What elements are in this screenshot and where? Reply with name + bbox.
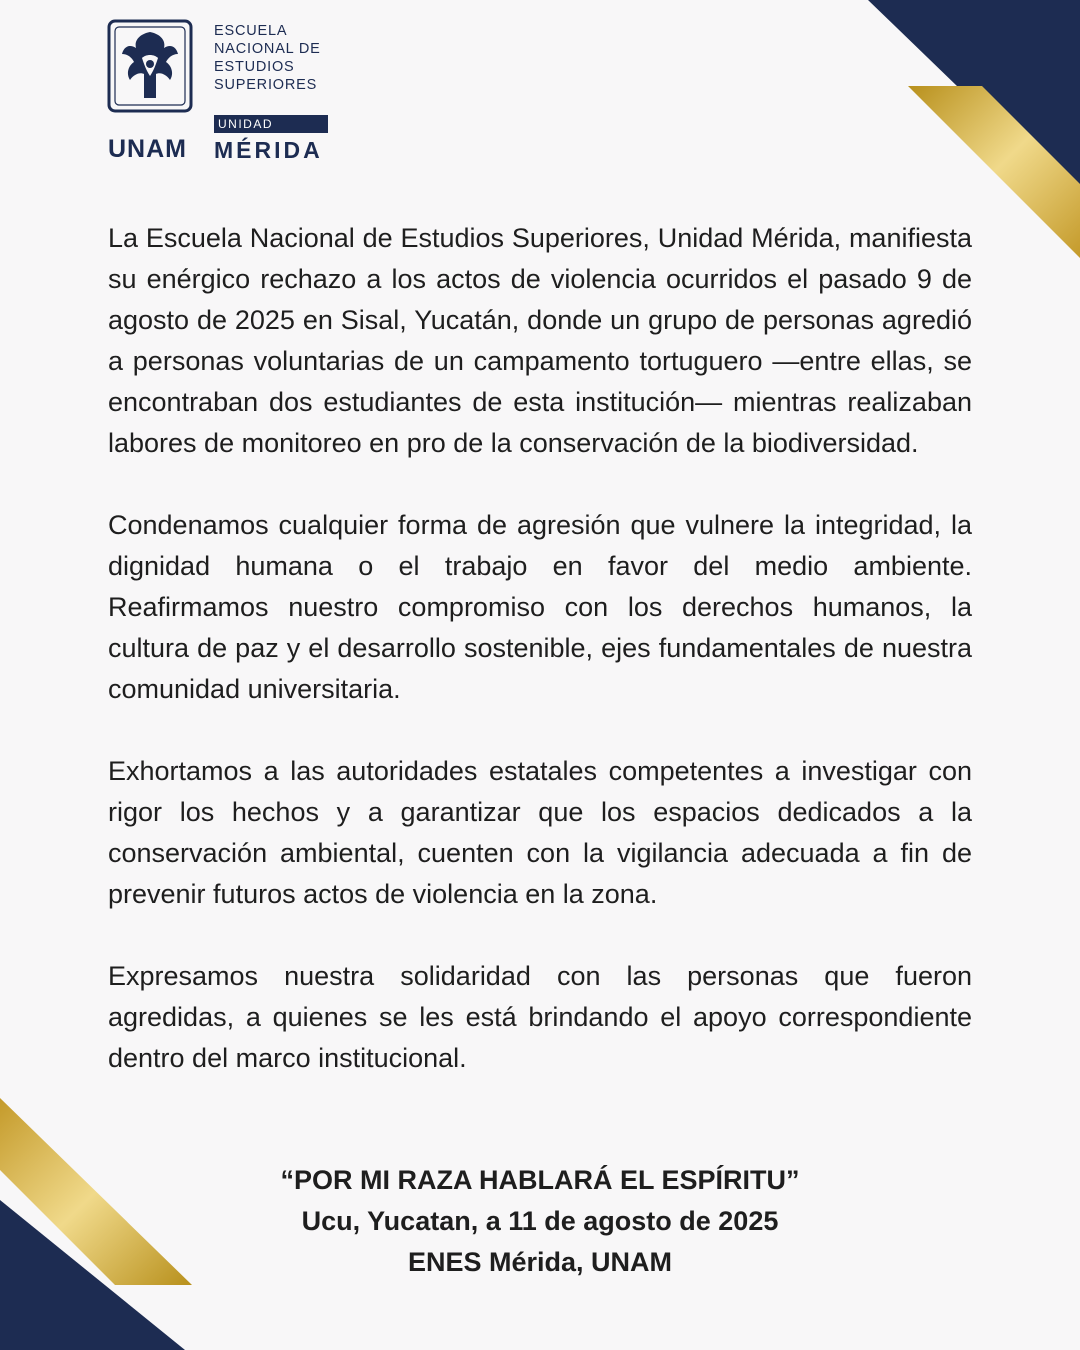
statement-paragraph: Exhortamos a las autoridades estatales competentes a investigar con rigor los hechos y a garantizar que los espacios dedicados a la conservación ambiental, cuenten con la vigilancia adecuada a fin de prevenir futuros actos de violencia en la zona. <box>108 756 972 909</box>
logo-line-superiores: SUPERIORES <box>214 77 318 93</box>
statement-body <box>108 218 972 1120</box>
statement-paragraph: Condenamos cualquier forma de agresión que vulnere la integridad, la dignidad humana o el trabajo en favor del medio ambiente. Reafirmamos nuestro compromiso con los derechos humanos, la cultura de paz y el desarrollo sostenible, ejes fundamentales de nuestra comunidad universitaria. <box>108 510 972 704</box>
place-date: Ucu, Yucatan, a 11 de agosto de 2025 <box>301 1206 779 1236</box>
unam-seal-icon <box>106 18 194 114</box>
closing-block <box>108 1160 972 1283</box>
statement-paragraph: Expresamos nuestra solidaridad con las personas que fueron agredidas, a quienes se les está brindando el apoyo correspondiente dentro del marco institucional. <box>108 961 972 1073</box>
logo-unam-text: UNAM <box>108 135 187 163</box>
signature: ENES Mérida, UNAM <box>407 1247 673 1277</box>
statement-paragraph: La Escuela Nacional de Estudios Superiores, Unidad Mérida, manifiesta su enérgico rechazo a los actos de violencia ocurridos el pasado 9 de agosto de 2025 en Sisal, Yucatán, donde un grupo de personas agredió a personas voluntarias de un campamento tortuguero —entre ellas, se encontraban dos estudiantes de esta institución— mientras realizaban labores de monitoreo en pro de la conservación de la biodiversidad. <box>108 223 972 458</box>
logo-line-nacional: NACIONAL DE <box>214 41 321 57</box>
logo-line-estudios: ESTUDIOS <box>214 59 295 75</box>
logo-unidad-badge: UNIDAD <box>214 115 328 133</box>
enes-merida-logo <box>106 18 336 163</box>
logo-institution-name <box>214 22 321 94</box>
logo-merida-text: MÉRIDA <box>214 137 323 163</box>
logo-line-escuela: ESCUELA <box>214 23 288 39</box>
motto: “POR MI RAZA HABLARÁ EL ESPÍRITU” <box>280 1165 800 1195</box>
